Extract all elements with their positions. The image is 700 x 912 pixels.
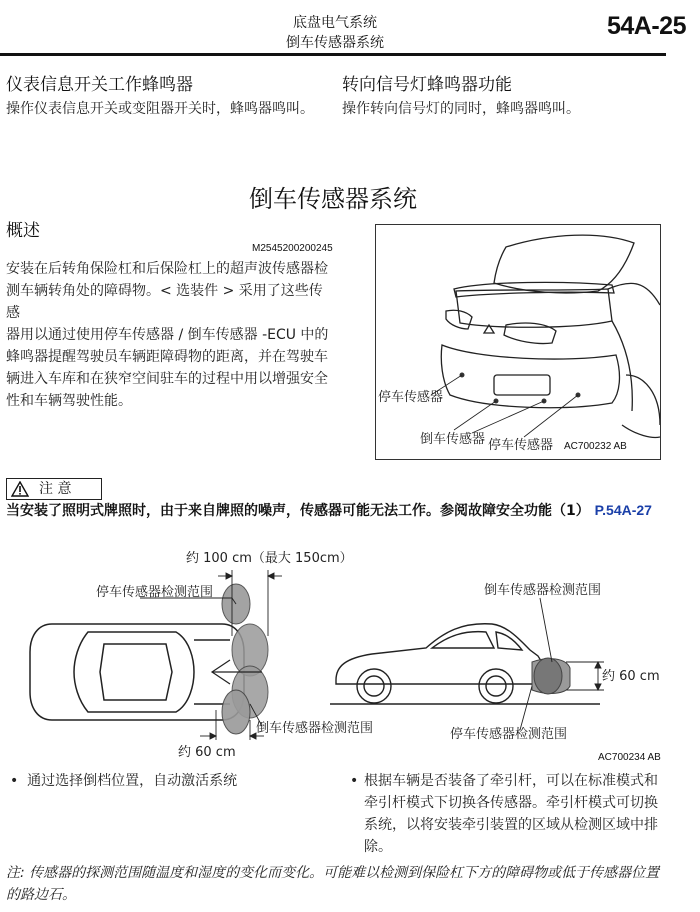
bullet-right — [350, 770, 666, 858]
bullet-dot: • — [350, 773, 359, 789]
bullet-left — [10, 770, 237, 792]
main-title: 倒车传感器系统 — [249, 185, 417, 213]
caution-label: 注 意 — [39, 481, 72, 497]
overview-line: 辆进入车库和在狭窄空间驻车的过程中用以增强安全 — [6, 371, 328, 387]
top-left-text: 操作仪表信息开关或变阻器开关时，蜂鸣器鸣叫。 — [6, 101, 314, 117]
overview-code: M2545200200245 — [252, 243, 333, 254]
top-view-ranges — [222, 584, 268, 734]
subsection-title: 倒车传感器系统 — [286, 35, 384, 51]
note-line: 的路边石。 — [6, 887, 76, 903]
label-reverse-sensor: 倒车传感器 — [420, 432, 486, 447]
figure2-code: AC700234 AB — [598, 752, 661, 763]
dim-bottom: 约 60 cm — [178, 745, 236, 760]
bullet-right-line: 牵引杆模式下切换各传感器。牵引杆模式可切换 — [364, 795, 658, 811]
figure1-code: AC700232 AB — [564, 441, 627, 452]
bullet-left-text: 通过选择倒档位置，自动激活系统 — [27, 773, 238, 789]
label-parking-sensor-top: 停车传感器 — [378, 390, 444, 405]
caution-link[interactable]: P.54A-27 — [594, 502, 652, 518]
note — [6, 862, 666, 906]
note-line: 注: 传感器的探测范围随温度和湿度的变化而变化。可能难以检测到保险杠下方的障碍物或低于传感器位置 — [6, 865, 660, 881]
label-parking-range-right: 停车传感器检测范围 — [450, 727, 568, 742]
overview-paragraph — [6, 258, 336, 412]
dim-right: 约 60 cm — [602, 669, 660, 684]
top-right-text: 操作转向信号灯的同时，蜂鸣器鸣叫。 — [342, 101, 580, 117]
rear-car-illustration — [376, 225, 660, 459]
label-reverse-range-left: 倒车传感器检测范围 — [256, 721, 374, 736]
header-rule — [0, 53, 666, 56]
overview-line: 器用以通过使用停车传感器 / 倒车传感器 -ECU 中的 — [6, 327, 329, 343]
overview-line: 蜂鸣器提醒驾驶员车辆距障碍物的距离，并在驾驶车 — [6, 349, 328, 365]
top-right-title: 转向信号灯蜂鸣器功能 — [342, 75, 512, 95]
warning-triangle-icon — [11, 481, 29, 497]
overview-line: 性和车辆驾驶性能。 — [6, 393, 132, 409]
side-view-ranges — [532, 658, 570, 694]
overview-line: 安装在后转角保险杠和后保险杠上的超声波传感器检 — [6, 261, 328, 277]
bullet-dot: • — [10, 773, 28, 789]
figure-detection-ranges — [0, 540, 666, 770]
page-number: 54A-25 — [607, 12, 686, 40]
section-title: 底盘电气系统 — [293, 15, 377, 31]
bullet-right-line: 除。 — [364, 839, 392, 855]
bullet-right-line: 根据车辆是否装备了牵引杆，可以在标准模式和 — [364, 773, 658, 789]
caution-text: 当安装了照明式牌照时，由于来自牌照的噪声，传感器可能无法工作。参阅故障安全功能（1） — [6, 503, 590, 519]
top-left-title: 仪表信息开关工作蜂鸣器 — [6, 75, 193, 95]
figure-rear-car — [375, 224, 661, 460]
bullet-right-line: 系统，以将安装牵引装置的区域从检测区域中排 — [364, 817, 658, 833]
label-parking-sensor-bottom: 停车传感器 — [488, 438, 554, 453]
dim-top: 约 100 cm（最大 150cm） — [186, 551, 353, 566]
caution-box — [6, 478, 102, 500]
overview-line: 测车辆转角处的障碍物。< 选装件 > 采用了这些传感 — [6, 283, 323, 321]
label-parking-range-left: 停车传感器检测范围 — [96, 585, 214, 600]
caution-text-row — [6, 500, 666, 521]
label-reverse-range-right: 倒车传感器检测范围 — [484, 583, 602, 598]
overview-heading: 概述 — [6, 221, 40, 241]
